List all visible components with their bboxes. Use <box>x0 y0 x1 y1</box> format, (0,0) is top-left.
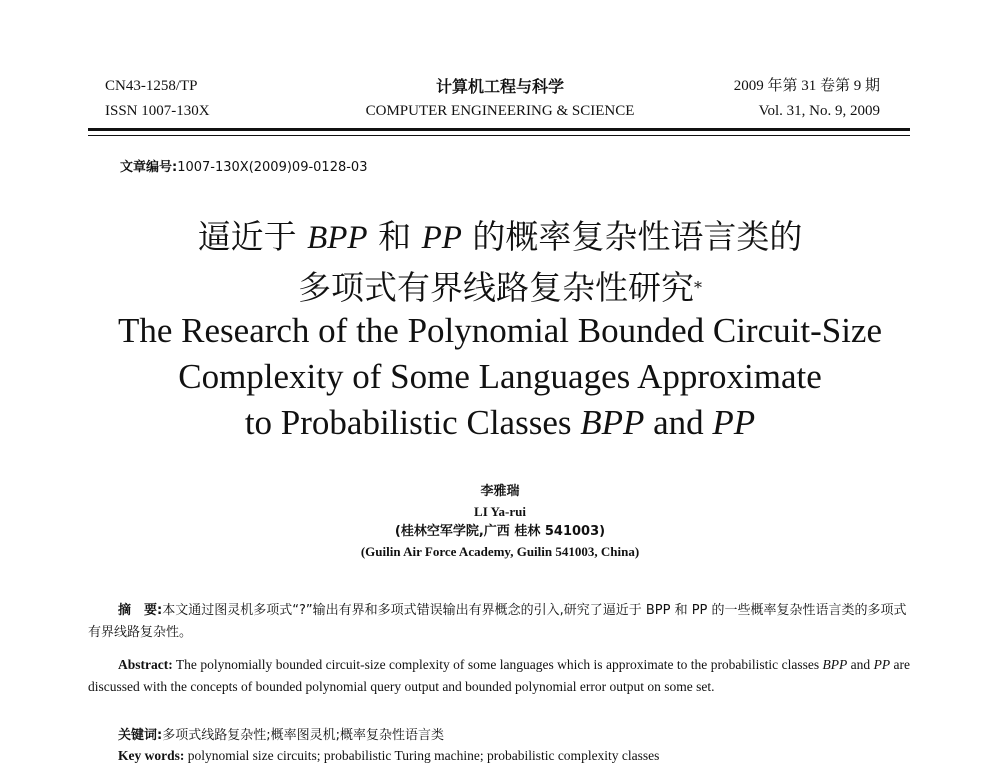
title-en-line3-pre: to Probabilistic Classes <box>244 403 581 442</box>
title-cn <box>0 212 1000 313</box>
title-footnote-mark: * <box>694 278 702 297</box>
title-cn-bpp: BPP <box>307 220 368 256</box>
abstract-cn-label: 摘 要: <box>118 603 163 618</box>
header-rule-thick <box>88 128 910 131</box>
journal-title-en: COMPUTER ENGINEERING & SCIENCE <box>365 103 635 119</box>
author-block <box>0 482 1000 562</box>
title-cn-line2 <box>0 263 1000 313</box>
title-cn-part3: 的概率复杂性语言类的 <box>461 217 803 256</box>
journal-title-cn: 计算机工程与科学 <box>435 77 564 96</box>
title-cn-line2-text: 多项式有界线路复杂性研究 <box>298 268 694 307</box>
title-en <box>0 308 1000 446</box>
abstract-en-pp: PP <box>873 657 891 672</box>
keywords-cn <box>118 724 444 743</box>
abstract-cn <box>88 600 910 644</box>
abstract-en-and: and <box>847 657 874 672</box>
header-left <box>105 74 210 124</box>
article-number-value: 1007-130X(2009)09-0128-03 <box>177 160 368 175</box>
title-cn-pp: PP <box>421 220 462 256</box>
title-en-line3 <box>0 400 1000 446</box>
keywords-cn-label: 关键词: <box>118 728 163 743</box>
title-cn-part2: 和 <box>367 217 422 256</box>
keywords-en-label: Key words: <box>118 748 185 763</box>
cn-code: CN43-1258/TP <box>105 78 198 94</box>
abstract-en-label: Abstract: <box>118 657 173 672</box>
author-name-en: LI Ya-rui <box>474 504 526 519</box>
title-en-bpp: BPP <box>580 403 645 442</box>
abstract-en <box>88 654 910 698</box>
title-en-line2: Complexity of Some Languages Approximate <box>178 357 822 396</box>
keywords-en <box>118 748 659 764</box>
affiliation-en: (Guilin Air Force Academy, Guilin 541003, China) <box>360 544 640 559</box>
affiliation-cn: (桂林空军学院,广西 桂林 541003) <box>394 524 606 539</box>
header-rule-thin <box>88 135 910 136</box>
title-cn-line1 <box>0 212 1000 263</box>
title-en-line1: The Research of the Polynomial Bounded Circuit-Size <box>118 311 882 350</box>
article-number <box>120 156 367 175</box>
issue-cn: 2009 年第 31 卷第 9 期 <box>733 78 880 94</box>
abstract-en-text2: are discussed with the concepts of bounded polynomial query output and bounded polynomial error output on some set. <box>88 657 910 694</box>
header-center <box>300 74 700 124</box>
abstract-en-text1: The polynomially bounded circuit-size complexity of some languages which is approximate to the probabilistic classes <box>172 657 823 672</box>
keywords-en-text: polynomial size circuits; probabilistic Turing machine; probabilistic complexity classes <box>184 748 660 763</box>
title-cn-part1: 逼近于 <box>197 217 308 256</box>
abstract-cn-text: 本文通过图灵机多项式“?”输出有界和多项式错误输出有界概念的引入,研究了逼近于 BPP 和 PP 的一些概率复杂性语言类的多项式有界线路复杂性。 <box>88 603 907 640</box>
author-name-cn: 李雅瑞 <box>480 484 520 499</box>
header-right <box>734 74 880 124</box>
issn: ISSN 1007-130X <box>105 103 210 119</box>
issue-en: Vol. 31, No. 9, 2009 <box>758 103 880 119</box>
title-en-and: and <box>644 403 713 442</box>
title-en-pp: PP <box>712 403 756 442</box>
abstract-en-bpp: BPP <box>822 657 848 672</box>
keywords-cn-text: 多项式线路复杂性;概率图灵机;概率复杂性语言类 <box>162 728 444 743</box>
article-number-label: 文章编号: <box>120 160 178 175</box>
